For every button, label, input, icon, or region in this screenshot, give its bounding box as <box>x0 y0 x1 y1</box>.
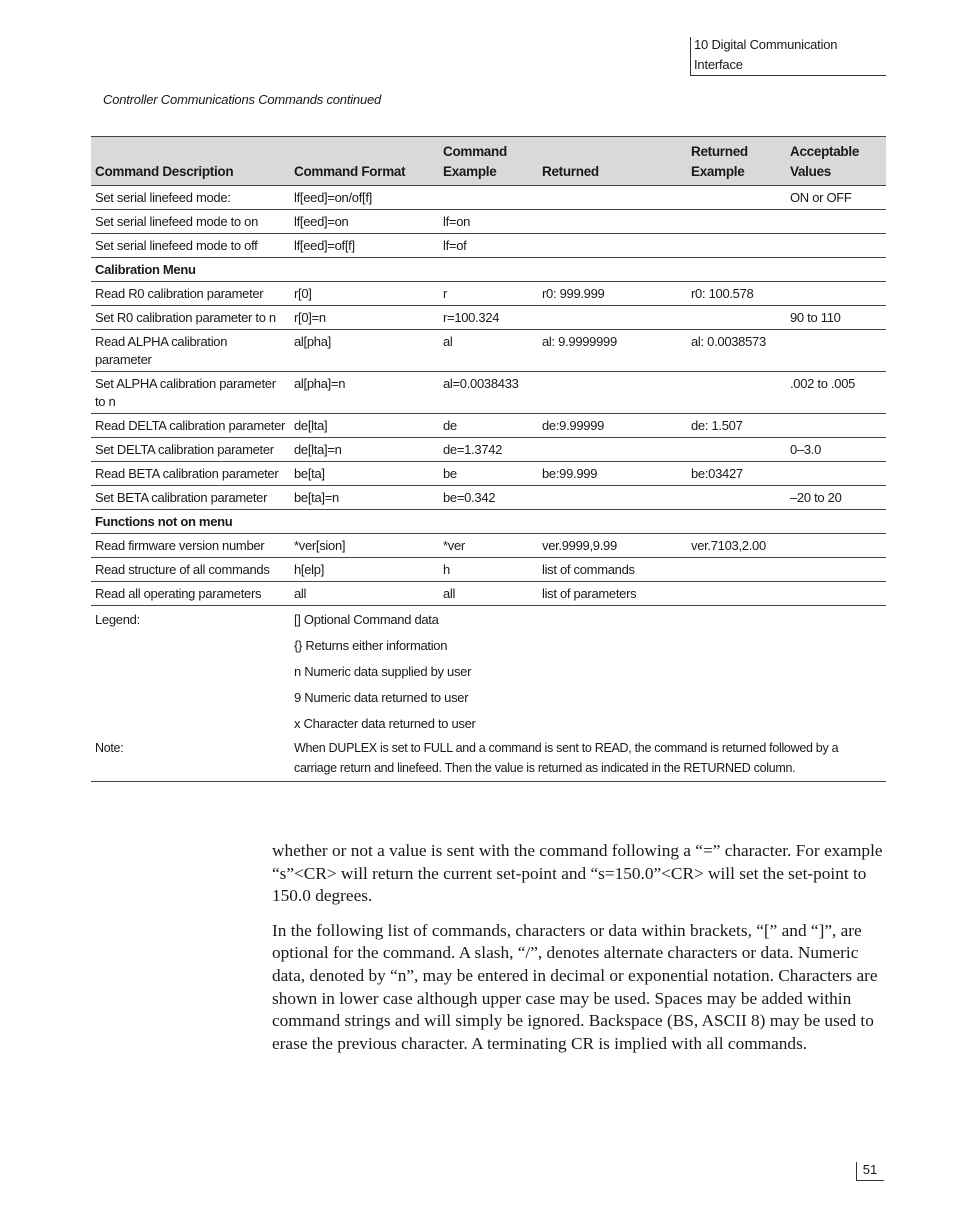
table-cell: r[0]=n <box>290 306 439 330</box>
table-cell: Set serial linefeed mode to off <box>91 234 290 258</box>
table-cell <box>786 510 886 534</box>
table-cell: Read firmware version number <box>91 534 290 558</box>
table-cell: be[ta]=n <box>290 486 439 510</box>
header-command-format: Command Format <box>290 137 439 186</box>
table-cell: lf[eed]=on/of[f] <box>290 186 439 210</box>
table-cell: 0–3.0 <box>786 438 886 462</box>
table-cell: be=0.342 <box>439 486 538 510</box>
table-cell <box>439 258 538 282</box>
table-cell <box>687 438 786 462</box>
table-cell: Set R0 calibration parameter to n <box>91 306 290 330</box>
legend-item: {} Returns either information <box>294 638 448 653</box>
table-row <box>91 306 886 330</box>
table-cell <box>439 510 538 534</box>
body-text <box>272 840 886 1067</box>
paragraph: In the following list of commands, characters or data within brackets, “[” and “]”, are optional for the command. A slash, “/”, denotes alternate characters or data. Numeric data, denoted by “n”, may be entered in decimal or exponential notation. Characters are shown in lower case although upper case may be used. Spaces may be added within command strings and will simply be ignored. Backspace (BS, ASCII 8) may be used to erase the previous character. A terminating CR is implied with all commands. <box>272 920 878 1053</box>
table-cell <box>786 210 886 234</box>
table-cell: h <box>439 558 538 582</box>
table-row <box>91 438 886 462</box>
table-cell <box>786 234 886 258</box>
table-cell <box>538 258 687 282</box>
table-cell: all <box>439 582 538 606</box>
table-row <box>91 372 886 414</box>
paragraph: whether or not a value is sent with the command following a “=” character. For example “s”<CR> will return the current set-point and “s=150.0”<CR> will set the set-point to 150.0 degrees. <box>272 841 883 906</box>
header-command-example: Command Example <box>439 137 538 186</box>
table-cell <box>290 510 439 534</box>
table-cell <box>538 372 687 414</box>
table-cell <box>786 534 886 558</box>
table-cell <box>786 258 886 282</box>
table-row <box>91 186 886 210</box>
table-cell <box>290 258 439 282</box>
table-cell: Read all operating parameters <box>91 582 290 606</box>
table-cell: ver.7103,2.00 <box>687 534 786 558</box>
table-cell <box>538 438 687 462</box>
table-cell <box>687 372 786 414</box>
table-cell: Set BETA calibration parameter <box>91 486 290 510</box>
section-row <box>91 258 886 282</box>
note-label: Note: <box>91 736 290 782</box>
table-cell: al=0.0038433 <box>439 372 538 414</box>
table-cell: al: 0.0038573 <box>687 330 786 372</box>
header-returned-example: Returned Example <box>687 137 786 186</box>
table-cell <box>786 282 886 306</box>
table-cell: be <box>439 462 538 486</box>
table-cell <box>538 210 687 234</box>
table-cell <box>538 306 687 330</box>
table-row <box>91 414 886 438</box>
table-cell <box>538 234 687 258</box>
table-cell <box>786 414 886 438</box>
page-number: 51 <box>856 1160 884 1181</box>
table-cell: Read DELTA calibration parameter <box>91 414 290 438</box>
table-cell: 90 to 110 <box>786 306 886 330</box>
table-row <box>91 558 886 582</box>
table-body <box>91 186 886 782</box>
table-row <box>91 534 886 558</box>
table-cell: be:03427 <box>687 462 786 486</box>
legend-label: Legend: <box>95 612 140 627</box>
table-cell: ON or OFF <box>786 186 886 210</box>
table-cell: .002 to .005 <box>786 372 886 414</box>
table-cell: Functions not on menu <box>91 510 290 534</box>
table-cell: r0: 999.999 <box>538 282 687 306</box>
table-cell: list of commands <box>538 558 687 582</box>
table-header <box>91 137 886 186</box>
table-row <box>91 330 886 372</box>
table-row <box>91 282 886 306</box>
header-command-description: Command Description <box>91 137 290 186</box>
note-row <box>91 736 886 782</box>
table-cell: al[pha]=n <box>290 372 439 414</box>
table-cell <box>687 258 786 282</box>
table-cell: lf[eed]=of[f] <box>290 234 439 258</box>
table-cell <box>786 558 886 582</box>
commands-table <box>91 136 886 782</box>
table-cell: ver.9999,9.99 <box>538 534 687 558</box>
table-cell <box>687 210 786 234</box>
table-cell: al: 9.9999999 <box>538 330 687 372</box>
table-cell: lf=on <box>439 210 538 234</box>
table-cell: *ver[sion] <box>290 534 439 558</box>
table-cell <box>687 306 786 330</box>
table-cell <box>687 558 786 582</box>
table-row <box>91 582 886 606</box>
table-cell: Read ALPHA calibration parameter <box>91 330 290 372</box>
table-cell: Read structure of all commands <box>91 558 290 582</box>
table-cell: r <box>439 282 538 306</box>
table-cell: al[pha] <box>290 330 439 372</box>
table-cell: Set serial linefeed mode: <box>91 186 290 210</box>
table-cell <box>538 510 687 534</box>
table-cell <box>786 330 886 372</box>
table-cell: be[ta] <box>290 462 439 486</box>
table-cell: Calibration Menu <box>91 258 290 282</box>
legend-item: 9 Numeric data returned to user <box>294 690 469 705</box>
table-cell <box>687 234 786 258</box>
table-cell: lf=of <box>439 234 538 258</box>
table-cell: de[lta]=n <box>290 438 439 462</box>
legend-item: n Numeric data supplied by user <box>294 664 472 679</box>
table-cell <box>538 186 687 210</box>
table-cell: Read BETA calibration parameter <box>91 462 290 486</box>
table-cell: be:99.999 <box>538 462 687 486</box>
table-row <box>91 462 886 486</box>
table-cell: de=1.3742 <box>439 438 538 462</box>
note-text: When DUPLEX is set to FULL and a command is sent to READ, the command is returned followed by a carriage return and linefeed. Then the value is returned as indicated in the RETURNED column. <box>290 736 886 782</box>
table-cell: r=100.324 <box>439 306 538 330</box>
table-cell: de: 1.507 <box>687 414 786 438</box>
legend-item: x Character data returned to user <box>294 716 476 731</box>
table-cell: Set ALPHA calibration parameter to n <box>91 372 290 414</box>
table-cell <box>687 510 786 534</box>
table-cell: de[lta] <box>290 414 439 438</box>
legend-items <box>290 606 886 737</box>
table-cell <box>687 486 786 510</box>
table-cell: r0: 100.578 <box>687 282 786 306</box>
table-cell <box>687 582 786 606</box>
table-cell <box>786 462 886 486</box>
table-cell <box>786 582 886 606</box>
legend-row <box>91 606 886 737</box>
table-row <box>91 486 886 510</box>
header-returned: Returned <box>538 137 687 186</box>
table-cell: de <box>439 414 538 438</box>
table-cell: Set DELTA calibration parameter <box>91 438 290 462</box>
table-cell: de:9.99999 <box>538 414 687 438</box>
table-cell: al <box>439 330 538 372</box>
legend-item: [] Optional Command data <box>294 612 439 627</box>
table-cell: *ver <box>439 534 538 558</box>
table-cell: h[elp] <box>290 558 439 582</box>
table-cell: lf[eed]=on <box>290 210 439 234</box>
table-cell: list of parameters <box>538 582 687 606</box>
table-cell: Read R0 calibration parameter <box>91 282 290 306</box>
table-cell: r[0] <box>290 282 439 306</box>
table-cell: Set serial linefeed mode to on <box>91 210 290 234</box>
header-acceptable-values: Acceptable Values <box>786 137 886 186</box>
table-cell: –20 to 20 <box>786 486 886 510</box>
table-cell <box>439 186 538 210</box>
section-row <box>91 510 886 534</box>
running-head: 10 Digital Communication Interface <box>690 35 886 76</box>
table-caption: Controller Communications Commands continued <box>103 92 382 107</box>
table-cell <box>687 186 786 210</box>
table-cell: all <box>290 582 439 606</box>
table-row <box>91 210 886 234</box>
table-cell <box>538 486 687 510</box>
table-row <box>91 234 886 258</box>
